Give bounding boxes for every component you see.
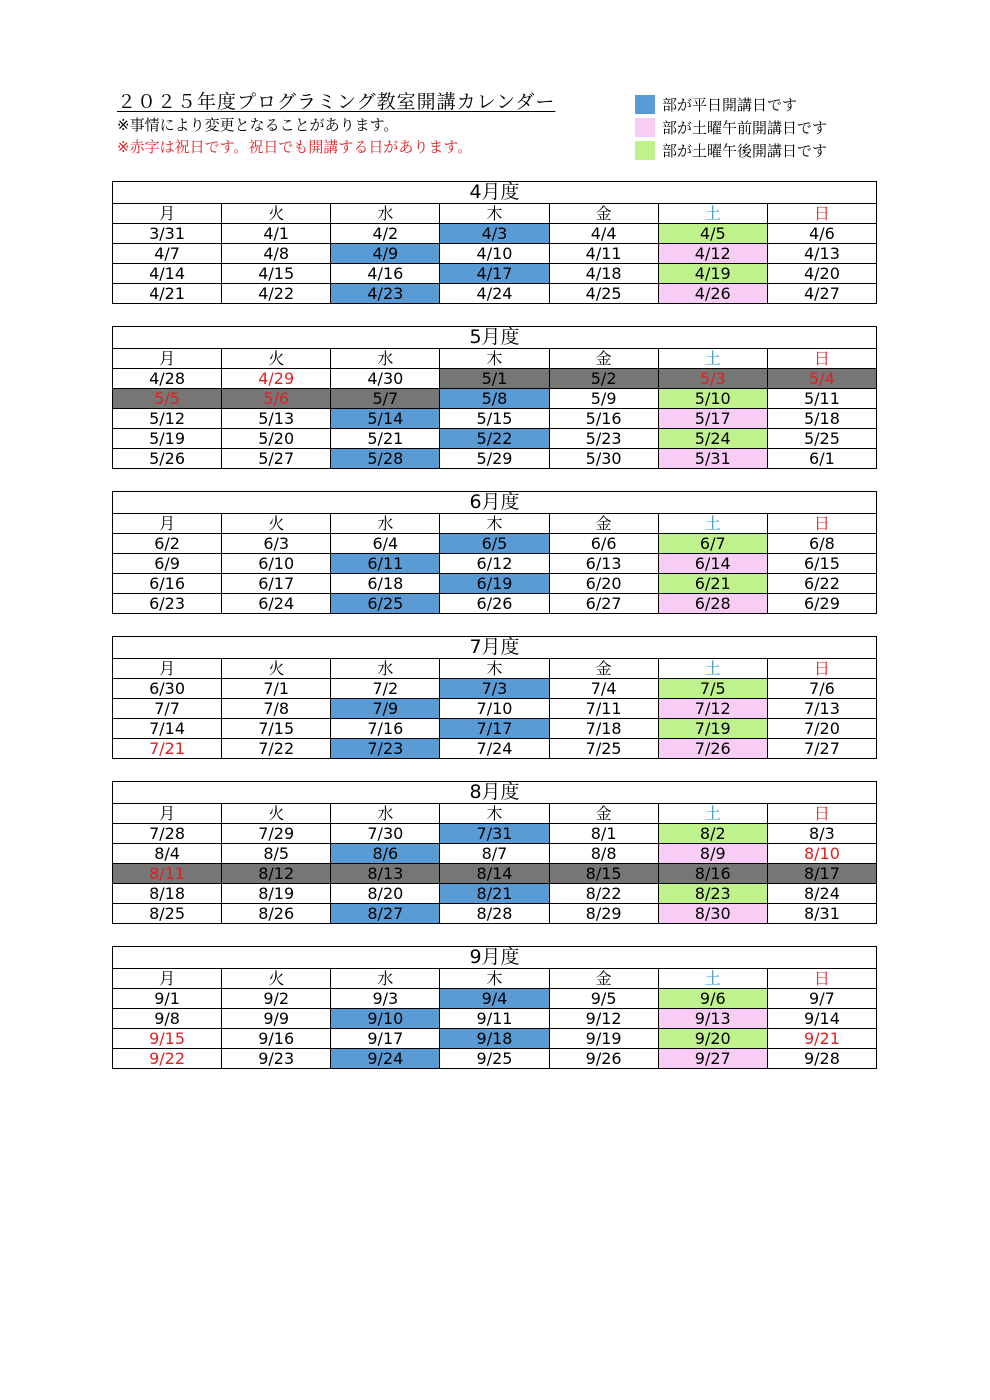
calendar-table — [112, 636, 877, 759]
day-cell: 4/2 — [331, 224, 440, 244]
day-cell: 7/7 — [113, 699, 222, 719]
day-cell: 5/11 — [767, 389, 876, 409]
weekday-header-row — [113, 804, 877, 824]
day-cell: 6/4 — [331, 534, 440, 554]
weekday-header: 月 — [113, 804, 222, 824]
day-cell: 8/7 — [440, 844, 549, 864]
legend-swatch-blue — [635, 95, 655, 114]
day-cell: 5/17 — [658, 409, 767, 429]
day-cell: 5/2 — [549, 369, 658, 389]
week-row — [113, 554, 877, 574]
weekday-header-row — [113, 204, 877, 224]
day-cell: 6/14 — [658, 554, 767, 574]
day-cell: 7/3 — [440, 679, 549, 699]
day-cell: 9/12 — [549, 1009, 658, 1029]
week-row — [113, 429, 877, 449]
week-row — [113, 679, 877, 699]
day-cell: 7/10 — [440, 699, 549, 719]
weekday-header: 土 — [658, 349, 767, 369]
legend-swatch-pink — [635, 118, 655, 137]
week-row — [113, 389, 877, 409]
day-cell: 9/17 — [331, 1029, 440, 1049]
day-cell: 9/10 — [331, 1009, 440, 1029]
day-cell: 7/9 — [331, 699, 440, 719]
day-cell: 8/18 — [113, 884, 222, 904]
week-row — [113, 1049, 877, 1069]
day-cell: 5/23 — [549, 429, 658, 449]
day-cell: 4/20 — [767, 264, 876, 284]
weekday-header: 火 — [222, 514, 331, 534]
day-cell: 9/11 — [440, 1009, 549, 1029]
weekday-header: 日 — [767, 514, 876, 534]
week-row — [113, 844, 877, 864]
weekday-header-row — [113, 514, 877, 534]
day-cell: 4/25 — [549, 284, 658, 304]
day-cell: 7/31 — [440, 824, 549, 844]
week-row — [113, 1009, 877, 1029]
day-cell: 8/28 — [440, 904, 549, 924]
day-cell: 7/15 — [222, 719, 331, 739]
day-cell: 8/6 — [331, 844, 440, 864]
day-cell: 5/8 — [440, 389, 549, 409]
day-cell: 3/31 — [113, 224, 222, 244]
day-cell: 9/15 — [113, 1029, 222, 1049]
day-cell: 7/11 — [549, 699, 658, 719]
day-cell: 5/6 — [222, 389, 331, 409]
weekday-header: 金 — [549, 514, 658, 534]
month-table — [112, 781, 877, 924]
month-title: 7月度 — [113, 637, 877, 659]
day-cell: 9/16 — [222, 1029, 331, 1049]
day-cell: 7/8 — [222, 699, 331, 719]
day-cell: 6/30 — [113, 679, 222, 699]
day-cell: 9/18 — [440, 1029, 549, 1049]
weekday-header: 土 — [658, 204, 767, 224]
day-cell: 9/7 — [767, 989, 876, 1009]
day-cell: 4/26 — [658, 284, 767, 304]
weekday-header: 金 — [549, 659, 658, 679]
day-cell: 8/16 — [658, 864, 767, 884]
day-cell: 9/23 — [222, 1049, 331, 1069]
weekday-header-row — [113, 659, 877, 679]
day-cell: 6/5 — [440, 534, 549, 554]
day-cell: 6/15 — [767, 554, 876, 574]
weekday-header: 水 — [331, 349, 440, 369]
weekday-header: 金 — [549, 969, 658, 989]
day-cell: 6/8 — [767, 534, 876, 554]
day-cell: 5/9 — [549, 389, 658, 409]
day-cell: 5/30 — [549, 449, 658, 469]
weekday-header: 日 — [767, 349, 876, 369]
day-cell: 9/13 — [658, 1009, 767, 1029]
calendar-table — [112, 491, 877, 614]
day-cell: 9/2 — [222, 989, 331, 1009]
day-cell: 9/25 — [440, 1049, 549, 1069]
day-cell: 8/15 — [549, 864, 658, 884]
day-cell: 5/4 — [767, 369, 876, 389]
day-cell: 8/5 — [222, 844, 331, 864]
day-cell: 6/24 — [222, 594, 331, 614]
week-row — [113, 244, 877, 264]
day-cell: 4/1 — [222, 224, 331, 244]
day-cell: 9/19 — [549, 1029, 658, 1049]
day-cell: 9/5 — [549, 989, 658, 1009]
legend-label: 部が土曜午前開講日です — [662, 119, 828, 137]
weekday-header: 水 — [331, 514, 440, 534]
day-cell: 7/27 — [767, 739, 876, 759]
day-cell: 6/11 — [331, 554, 440, 574]
day-cell: 4/27 — [767, 284, 876, 304]
day-cell: 4/12 — [658, 244, 767, 264]
day-cell: 5/15 — [440, 409, 549, 429]
day-cell: 8/29 — [549, 904, 658, 924]
day-cell: 6/29 — [767, 594, 876, 614]
day-cell: 9/22 — [113, 1049, 222, 1069]
day-cell: 6/7 — [658, 534, 767, 554]
weekday-header: 火 — [222, 204, 331, 224]
day-cell: 7/17 — [440, 719, 549, 739]
day-cell: 8/27 — [331, 904, 440, 924]
legend-swatch-green — [635, 141, 655, 160]
day-cell: 4/14 — [113, 264, 222, 284]
day-cell: 5/1 — [440, 369, 549, 389]
week-row — [113, 409, 877, 429]
day-cell: 4/23 — [331, 284, 440, 304]
day-cell: 7/28 — [113, 824, 222, 844]
day-cell: 9/24 — [331, 1049, 440, 1069]
day-cell: 5/25 — [767, 429, 876, 449]
week-row — [113, 824, 877, 844]
weekday-header: 日 — [767, 804, 876, 824]
legend-item-weekday — [635, 93, 827, 116]
weekday-header: 月 — [113, 659, 222, 679]
weekday-header: 土 — [658, 514, 767, 534]
day-cell: 4/5 — [658, 224, 767, 244]
day-cell: 8/31 — [767, 904, 876, 924]
day-cell: 9/6 — [658, 989, 767, 1009]
day-cell: 5/12 — [113, 409, 222, 429]
legend-label: 部が平日開講日です — [662, 96, 798, 114]
weekday-header: 月 — [113, 969, 222, 989]
day-cell: 6/17 — [222, 574, 331, 594]
day-cell: 7/18 — [549, 719, 658, 739]
day-cell: 7/22 — [222, 739, 331, 759]
day-cell: 5/16 — [549, 409, 658, 429]
day-cell: 8/13 — [331, 864, 440, 884]
month-table — [112, 946, 877, 1069]
day-cell: 9/4 — [440, 989, 549, 1009]
day-cell: 8/11 — [113, 864, 222, 884]
day-cell: 8/14 — [440, 864, 549, 884]
day-cell: 9/8 — [113, 1009, 222, 1029]
day-cell: 6/1 — [767, 449, 876, 469]
day-cell: 4/28 — [113, 369, 222, 389]
day-cell: 8/20 — [331, 884, 440, 904]
weekday-header: 火 — [222, 804, 331, 824]
day-cell: 5/26 — [113, 449, 222, 469]
weekday-header: 金 — [549, 204, 658, 224]
day-cell: 7/23 — [331, 739, 440, 759]
header — [117, 90, 617, 158]
day-cell: 5/20 — [222, 429, 331, 449]
month-title: 4月度 — [113, 182, 877, 204]
day-cell: 7/14 — [113, 719, 222, 739]
week-row — [113, 699, 877, 719]
day-cell: 5/31 — [658, 449, 767, 469]
day-cell: 8/10 — [767, 844, 876, 864]
month-table — [112, 491, 877, 614]
day-cell: 4/4 — [549, 224, 658, 244]
week-row — [113, 574, 877, 594]
week-row — [113, 884, 877, 904]
legend-item-saturday-afternoon — [635, 139, 827, 162]
day-cell: 5/24 — [658, 429, 767, 449]
day-cell: 5/22 — [440, 429, 549, 449]
day-cell: 9/21 — [767, 1029, 876, 1049]
calendar-table — [112, 181, 877, 304]
weekday-header: 水 — [331, 204, 440, 224]
day-cell: 5/18 — [767, 409, 876, 429]
weekday-header: 金 — [549, 349, 658, 369]
weekday-header: 土 — [658, 804, 767, 824]
weekday-header-row — [113, 969, 877, 989]
day-cell: 6/3 — [222, 534, 331, 554]
day-cell: 7/5 — [658, 679, 767, 699]
day-cell: 6/20 — [549, 574, 658, 594]
day-cell: 4/13 — [767, 244, 876, 264]
weekday-header: 月 — [113, 204, 222, 224]
day-cell: 6/22 — [767, 574, 876, 594]
weekday-header: 水 — [331, 804, 440, 824]
day-cell: 5/10 — [658, 389, 767, 409]
month-title: 9月度 — [113, 947, 877, 969]
day-cell: 8/2 — [658, 824, 767, 844]
day-cell: 7/19 — [658, 719, 767, 739]
day-cell: 5/13 — [222, 409, 331, 429]
page-title: ２０２５年度プログラミング教室開講カレンダー — [117, 91, 556, 113]
weekday-header: 木 — [440, 349, 549, 369]
day-cell: 9/9 — [222, 1009, 331, 1029]
day-cell: 6/21 — [658, 574, 767, 594]
day-cell: 7/16 — [331, 719, 440, 739]
day-cell: 4/17 — [440, 264, 549, 284]
weekday-header: 土 — [658, 969, 767, 989]
weekday-header: 火 — [222, 349, 331, 369]
day-cell: 7/2 — [331, 679, 440, 699]
weekday-header: 金 — [549, 804, 658, 824]
day-cell: 4/19 — [658, 264, 767, 284]
day-cell: 8/12 — [222, 864, 331, 884]
day-cell: 4/8 — [222, 244, 331, 264]
weekday-header: 日 — [767, 659, 876, 679]
day-cell: 8/3 — [767, 824, 876, 844]
day-cell: 4/10 — [440, 244, 549, 264]
day-cell: 6/2 — [113, 534, 222, 554]
day-cell: 9/14 — [767, 1009, 876, 1029]
day-cell: 9/3 — [331, 989, 440, 1009]
day-cell: 8/17 — [767, 864, 876, 884]
week-row — [113, 594, 877, 614]
day-cell: 7/4 — [549, 679, 658, 699]
day-cell: 8/4 — [113, 844, 222, 864]
day-cell: 7/29 — [222, 824, 331, 844]
note-holiday: ※赤字は祝日です。祝日でも開講する日があります。 — [117, 138, 473, 156]
day-cell: 7/1 — [222, 679, 331, 699]
day-cell: 6/23 — [113, 594, 222, 614]
week-row — [113, 719, 877, 739]
weekday-header: 日 — [767, 969, 876, 989]
month-table — [112, 636, 877, 759]
day-cell: 7/25 — [549, 739, 658, 759]
day-cell: 8/19 — [222, 884, 331, 904]
day-cell: 4/9 — [331, 244, 440, 264]
day-cell: 9/20 — [658, 1029, 767, 1049]
day-cell: 8/26 — [222, 904, 331, 924]
week-row — [113, 864, 877, 884]
week-row — [113, 449, 877, 469]
day-cell: 8/30 — [658, 904, 767, 924]
week-row — [113, 224, 877, 244]
day-cell: 4/18 — [549, 264, 658, 284]
month-table — [112, 181, 877, 304]
day-cell: 5/27 — [222, 449, 331, 469]
month-calendars — [112, 181, 877, 1091]
day-cell: 8/25 — [113, 904, 222, 924]
day-cell: 9/26 — [549, 1049, 658, 1069]
day-cell: 8/23 — [658, 884, 767, 904]
legend-label: 部が土曜午後開講日です — [662, 142, 828, 160]
day-cell: 5/5 — [113, 389, 222, 409]
weekday-header: 木 — [440, 514, 549, 534]
week-row — [113, 1029, 877, 1049]
weekday-header: 木 — [440, 659, 549, 679]
day-cell: 8/21 — [440, 884, 549, 904]
day-cell: 4/30 — [331, 369, 440, 389]
week-row — [113, 739, 877, 759]
day-cell: 9/27 — [658, 1049, 767, 1069]
day-cell: 5/28 — [331, 449, 440, 469]
day-cell: 6/16 — [113, 574, 222, 594]
month-title: 8月度 — [113, 782, 877, 804]
month-table — [112, 326, 877, 469]
day-cell: 4/3 — [440, 224, 549, 244]
calendar-table — [112, 326, 877, 469]
weekday-header: 火 — [222, 969, 331, 989]
day-cell: 4/16 — [331, 264, 440, 284]
weekday-header: 水 — [331, 969, 440, 989]
week-row — [113, 284, 877, 304]
weekday-header: 木 — [440, 969, 549, 989]
weekday-header-row — [113, 349, 877, 369]
day-cell: 7/26 — [658, 739, 767, 759]
day-cell: 6/25 — [331, 594, 440, 614]
day-cell: 7/13 — [767, 699, 876, 719]
day-cell: 4/21 — [113, 284, 222, 304]
day-cell: 4/11 — [549, 244, 658, 264]
day-cell: 7/20 — [767, 719, 876, 739]
day-cell: 6/18 — [331, 574, 440, 594]
day-cell: 8/1 — [549, 824, 658, 844]
day-cell: 7/24 — [440, 739, 549, 759]
day-cell: 4/29 — [222, 369, 331, 389]
week-row — [113, 264, 877, 284]
legend-item-saturday-morning — [635, 116, 827, 139]
day-cell: 5/7 — [331, 389, 440, 409]
day-cell: 6/27 — [549, 594, 658, 614]
day-cell: 6/19 — [440, 574, 549, 594]
weekday-header: 水 — [331, 659, 440, 679]
calendar-table — [112, 781, 877, 924]
day-cell: 4/22 — [222, 284, 331, 304]
day-cell: 7/30 — [331, 824, 440, 844]
month-title: 5月度 — [113, 327, 877, 349]
day-cell: 4/24 — [440, 284, 549, 304]
day-cell: 7/6 — [767, 679, 876, 699]
weekday-header: 月 — [113, 514, 222, 534]
day-cell: 9/1 — [113, 989, 222, 1009]
day-cell: 5/3 — [658, 369, 767, 389]
day-cell: 6/6 — [549, 534, 658, 554]
day-cell: 8/8 — [549, 844, 658, 864]
weekday-header: 月 — [113, 349, 222, 369]
day-cell: 4/7 — [113, 244, 222, 264]
weekday-header: 木 — [440, 804, 549, 824]
day-cell: 7/12 — [658, 699, 767, 719]
day-cell: 8/24 — [767, 884, 876, 904]
calendar-table — [112, 946, 877, 1069]
day-cell: 5/14 — [331, 409, 440, 429]
day-cell: 4/15 — [222, 264, 331, 284]
day-cell: 8/22 — [549, 884, 658, 904]
day-cell: 6/12 — [440, 554, 549, 574]
day-cell: 6/26 — [440, 594, 549, 614]
weekday-header: 木 — [440, 204, 549, 224]
day-cell: 6/10 — [222, 554, 331, 574]
day-cell: 7/21 — [113, 739, 222, 759]
week-row — [113, 989, 877, 1009]
weekday-header: 土 — [658, 659, 767, 679]
day-cell: 5/19 — [113, 429, 222, 449]
day-cell: 5/29 — [440, 449, 549, 469]
legend — [635, 93, 827, 162]
note-change: ※事情により変更となることがあります。 — [117, 116, 399, 134]
weekday-header: 火 — [222, 659, 331, 679]
day-cell: 6/9 — [113, 554, 222, 574]
day-cell: 6/28 — [658, 594, 767, 614]
day-cell: 4/6 — [767, 224, 876, 244]
day-cell: 9/28 — [767, 1049, 876, 1069]
day-cell: 5/21 — [331, 429, 440, 449]
weekday-header: 日 — [767, 204, 876, 224]
day-cell: 8/9 — [658, 844, 767, 864]
month-title: 6月度 — [113, 492, 877, 514]
week-row — [113, 369, 877, 389]
week-row — [113, 904, 877, 924]
day-cell: 6/13 — [549, 554, 658, 574]
week-row — [113, 534, 877, 554]
